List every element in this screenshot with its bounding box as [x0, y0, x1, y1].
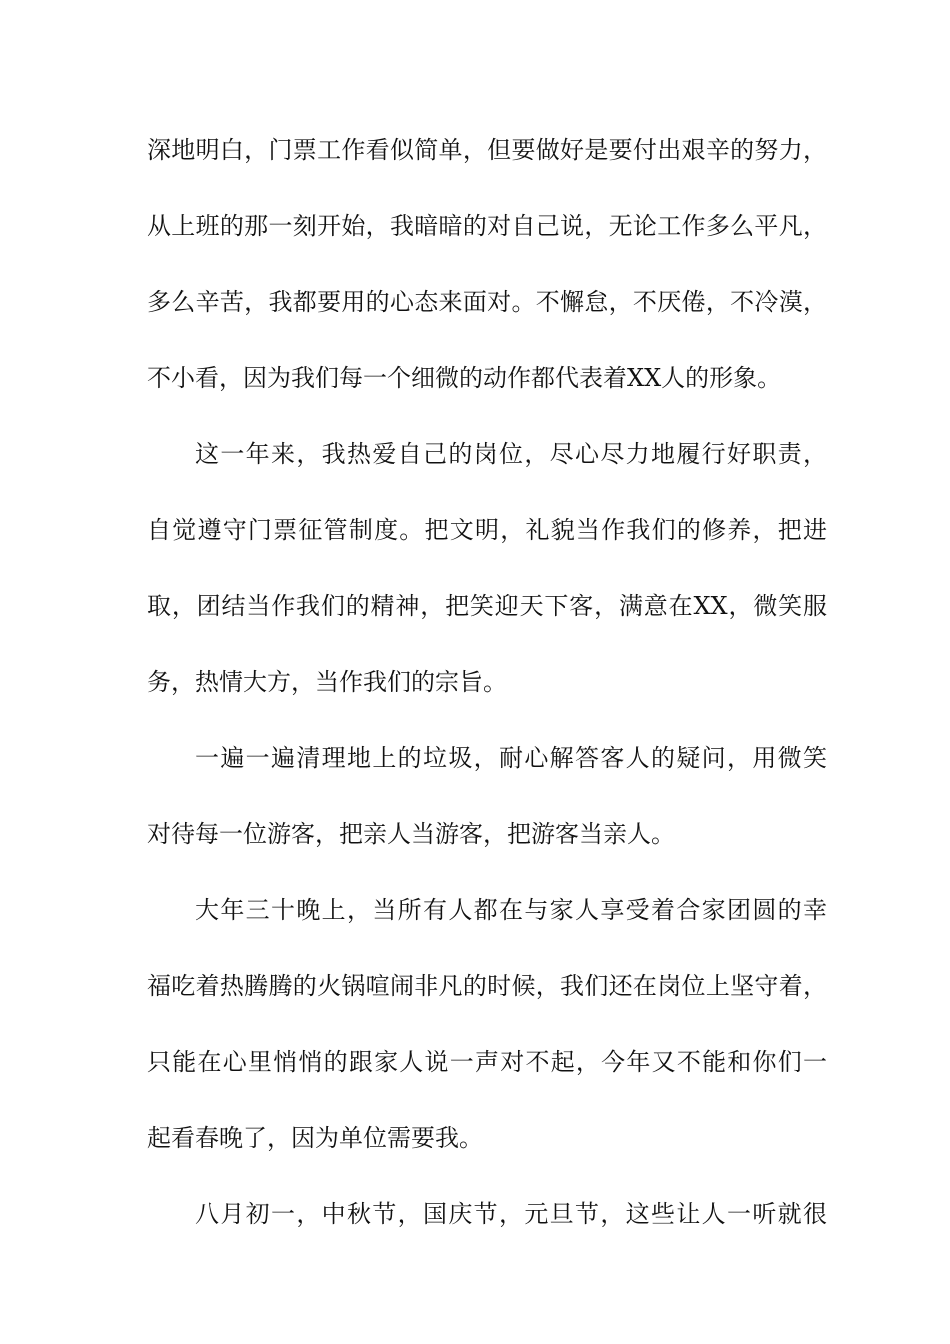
- paragraph-first-line: 这一年来，我热爱自己的岗位，尽心尽力地履行好职责，: [195, 440, 827, 468]
- text-line: 从上班的那一刻开始，我暗暗的对自己说，无论工作多么平凡，: [147, 212, 827, 240]
- text-line: 务，热情大方，当作我们的宗旨。: [147, 668, 507, 696]
- text-line: 只能在心里悄悄的跟家人说一声对不起，今年又不能和你们一: [147, 1048, 827, 1076]
- paragraph-first-line: 一遍一遍清理地上的垃圾，耐心解答客人的疑问，用微笑: [195, 744, 827, 772]
- text-line: 取，团结当作我们的精神，把笑迎天下客，满意在XX，微笑服: [147, 592, 827, 620]
- text-line: 对待每一位游客，把亲人当游客，把游客当亲人。: [147, 820, 675, 848]
- text-line: 福吃着热腾腾的火锅喧闹非凡的时候，我们还在岗位上坚守着，: [147, 972, 827, 1000]
- text-line: 多么辛苦，我都要用的心态来面对。不懈怠，不厌倦，不冷漠，: [147, 288, 827, 316]
- text-line: 不小看，因为我们每一个细微的动作都代表着XX人的形象。: [147, 364, 782, 392]
- text-line: 起看春晚了，因为单位需要我。: [147, 1124, 483, 1152]
- text-line: 自觉遵守门票征管制度。把文明，礼貌当作我们的修养，把进: [147, 516, 827, 544]
- paragraph-first-line: 八月初一，中秋节，国庆节，元旦节，这些让人一听就很: [195, 1200, 827, 1228]
- text-line: 深地明白，门票工作看似简单，但要做好是要付出艰辛的努力，: [147, 136, 827, 164]
- paragraph-first-line: 大年三十晚上，当所有人都在与家人享受着合家团圆的幸: [195, 896, 827, 924]
